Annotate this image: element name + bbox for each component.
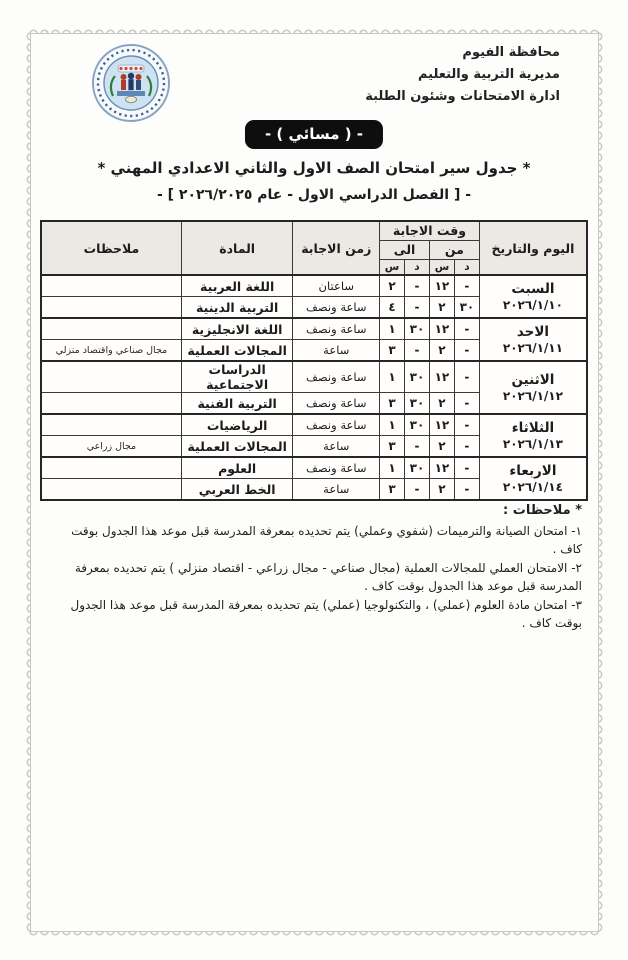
schedule-body xyxy=(41,275,587,500)
notes-title: * ملاحظات : xyxy=(503,503,582,518)
col-header-from: من xyxy=(429,240,479,259)
col-header-subject: المادة xyxy=(181,221,293,275)
to-minute-cell: - xyxy=(405,275,430,297)
day-name: الاربعاء xyxy=(509,462,557,479)
to-minute-cell: ٣٠ xyxy=(405,457,430,479)
from-minute-cell: - xyxy=(454,393,479,415)
from-minute-cell: - xyxy=(454,479,479,501)
col-header-from-minute: د xyxy=(454,259,479,275)
subject-cell: الرياضيات xyxy=(181,414,293,436)
day-cell xyxy=(479,318,587,361)
to-hour-cell: ١ xyxy=(380,457,405,479)
to-hour-cell: ٣ xyxy=(380,479,405,501)
duration-cell: ساعة xyxy=(293,436,380,458)
day-name: السبت xyxy=(511,280,555,297)
subject-cell: المجالات العملية xyxy=(181,436,293,458)
col-header-from-hour: س xyxy=(429,259,454,275)
day-date: ٢٠٢٦/١/١٠ xyxy=(502,297,563,312)
education-directorate-logo-icon xyxy=(90,42,172,124)
col-header-day: اليوم والتاريخ xyxy=(479,221,587,275)
from-minute-cell: - xyxy=(454,436,479,458)
day-date: ٢٠٢٦/١/١٤ xyxy=(502,479,563,494)
directorate-line: مديرية التربية والتعليم xyxy=(417,67,560,82)
from-hour-cell: ٢ xyxy=(429,436,454,458)
page-title: * جدول سير امتحان الصف الاول والثاني الاعدادي المهني * xyxy=(97,159,531,177)
col-header-to-hour: س xyxy=(380,259,405,275)
exam-schedule-table xyxy=(40,220,588,501)
subject-cell: المجالات العملية xyxy=(181,340,293,362)
subject-cell: الدراسات الاجتماعية xyxy=(181,361,293,393)
day-name: الاثنين xyxy=(511,371,555,388)
org-header xyxy=(365,42,560,108)
administration-line: ادارة الامتحانات وشئون الطلبة xyxy=(365,89,560,104)
to-minute-cell: ٣٠ xyxy=(405,414,430,436)
note-item-2: ٢- الامتحان العملي للمجالات العملية (مجال صناعي - مجال زراعي - اقتصاد منزلي ) يتم تحديده بمعرفة المدرسة قبل موعد هذا الجدول بوقت كاف . xyxy=(74,561,582,593)
note-cell xyxy=(41,457,181,479)
border-edge-bottom xyxy=(28,931,601,940)
col-header-to-minute: د xyxy=(405,259,430,275)
duration-cell: ساعة xyxy=(293,340,380,362)
page-subtitle: - [ الفصل الدراسي الاول - عام ٢٠٢٦/٢٠٢٥ ] - xyxy=(156,187,472,203)
day-date: ٢٠٢٦/١/١١ xyxy=(502,340,563,355)
from-hour-cell: ١٢ xyxy=(429,275,454,297)
day-name: الثلاثاء xyxy=(511,419,555,436)
subject-cell: اللغة العربية xyxy=(181,275,293,297)
note-cell: مجال صناعي واقتصاد منزلي xyxy=(41,340,181,362)
schedule-row xyxy=(41,318,587,340)
governorate-line: محافظة الفيوم xyxy=(462,45,560,60)
duration-cell: ساعة ونصف xyxy=(293,297,380,319)
day-cell xyxy=(479,414,587,457)
from-hour-cell: ٢ xyxy=(429,479,454,501)
day-cell xyxy=(479,275,587,318)
from-minute-cell: - xyxy=(454,275,479,297)
note-cell xyxy=(41,361,181,393)
to-minute-cell: - xyxy=(405,479,430,501)
notes-section xyxy=(46,502,582,633)
note-cell xyxy=(41,414,181,436)
shift-badge: - ( مسائي ) - xyxy=(245,120,383,149)
to-hour-cell: ١ xyxy=(380,414,405,436)
border-edge-top xyxy=(28,25,601,34)
from-minute-cell: - xyxy=(454,318,479,340)
from-minute-cell: - xyxy=(454,414,479,436)
day-date: ٢٠٢٦/١/١٣ xyxy=(502,436,563,451)
subject-cell: اللغة الانجليزية xyxy=(181,318,293,340)
subject-cell: التربية الدينية xyxy=(181,297,293,319)
col-header-to: الى xyxy=(380,240,430,259)
note-cell: مجال زراعي xyxy=(41,436,181,458)
to-hour-cell: ٢ xyxy=(380,275,405,297)
from-hour-cell: ١٢ xyxy=(429,457,454,479)
schedule-row xyxy=(41,275,587,297)
note-cell xyxy=(41,393,181,415)
note-cell xyxy=(41,275,181,297)
duration-cell: ساعة ونصف xyxy=(293,414,380,436)
from-hour-cell: ١٢ xyxy=(429,414,454,436)
to-hour-cell: ٣ xyxy=(380,436,405,458)
subject-cell: التربية الفنية xyxy=(181,393,293,415)
schedule-row xyxy=(41,457,587,479)
note-cell xyxy=(41,318,181,340)
from-hour-cell: ٢ xyxy=(429,340,454,362)
day-cell xyxy=(479,361,587,414)
from-minute-cell: ٣٠ xyxy=(454,297,479,319)
schedule-row xyxy=(41,361,587,393)
to-minute-cell: - xyxy=(405,436,430,458)
from-hour-cell: ١٢ xyxy=(429,318,454,340)
from-minute-cell: - xyxy=(454,361,479,393)
duration-cell: ساعة xyxy=(293,479,380,501)
to-minute-cell: ٣٠ xyxy=(405,361,430,393)
note-item-1: ١- امتحان الصيانة والترميمات (شفوي وعملي) يتم تحديده بمعرفة المدرسة قبل موعد هذا الجدول بوقت كاف . xyxy=(71,524,582,556)
to-minute-cell: - xyxy=(405,297,430,319)
note-cell xyxy=(41,479,181,501)
duration-cell: ساعة ونصف xyxy=(293,318,380,340)
from-hour-cell: ٢ xyxy=(429,297,454,319)
note-cell xyxy=(41,297,181,319)
duration-cell: ساعة ونصف xyxy=(293,361,380,393)
col-header-answer-time: وقت الاجابة xyxy=(380,221,480,240)
from-hour-cell: ١٢ xyxy=(429,361,454,393)
note-item-3: ٣- امتحان مادة العلوم (عملي) ، والتكنولوجيا (عملي) يتم تحديده بمعرفة المدرسة قبل موعد هذا الجدول بوقت كاف . xyxy=(70,598,582,630)
day-date: ٢٠٢٦/١/١٢ xyxy=(502,388,563,403)
from-minute-cell: - xyxy=(454,457,479,479)
duration-cell: ساعة ونصف xyxy=(293,457,380,479)
col-header-notes: ملاحظات xyxy=(41,221,181,275)
day-cell xyxy=(479,457,587,500)
to-minute-cell: - xyxy=(405,340,430,362)
duration-cell: ساعتان xyxy=(293,275,380,297)
duration-cell: ساعة ونصف xyxy=(293,393,380,415)
subject-cell: الخط العربي xyxy=(181,479,293,501)
to-hour-cell: ٤ xyxy=(380,297,405,319)
from-minute-cell: - xyxy=(454,340,479,362)
subject-cell: العلوم xyxy=(181,457,293,479)
to-minute-cell: ٣٠ xyxy=(405,318,430,340)
to-hour-cell: ١ xyxy=(380,318,405,340)
to-hour-cell: ٣ xyxy=(380,393,405,415)
schedule-row xyxy=(41,414,587,436)
to-hour-cell: ٣ xyxy=(380,340,405,362)
col-header-duration: زمن الاجابة xyxy=(293,221,380,275)
to-minute-cell: ٣٠ xyxy=(405,393,430,415)
to-hour-cell: ١ xyxy=(380,361,405,393)
from-hour-cell: ٢ xyxy=(429,393,454,415)
day-name: الاحد xyxy=(516,323,550,340)
